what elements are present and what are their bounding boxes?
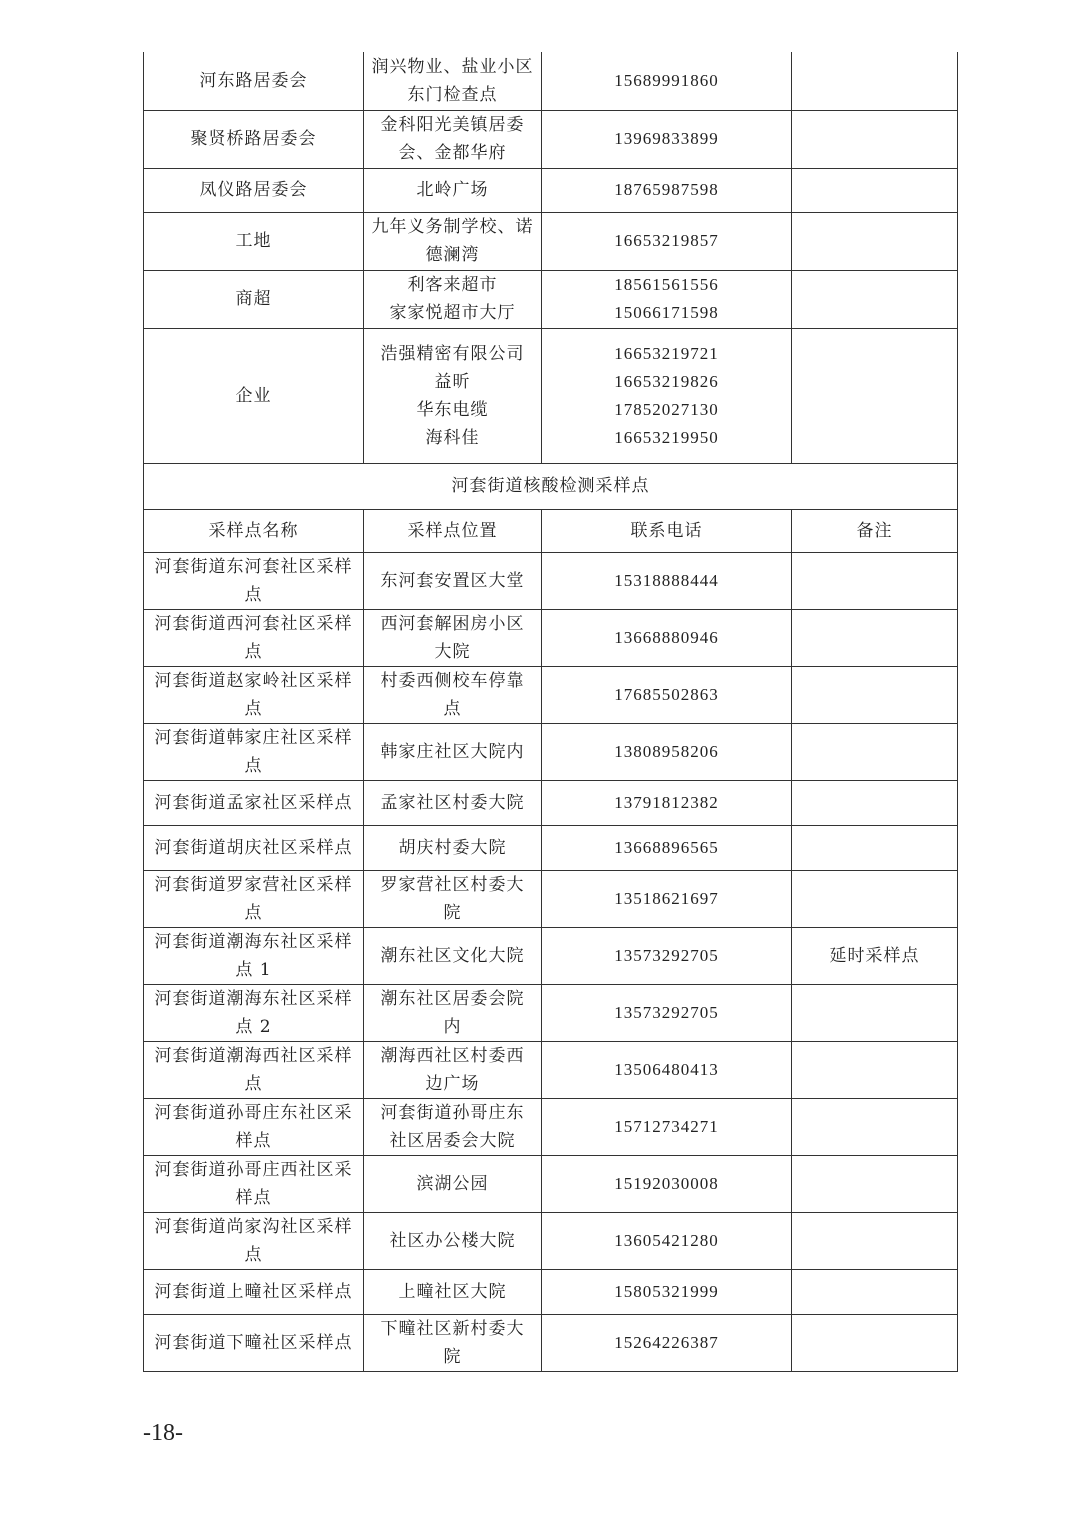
committee-row bbox=[144, 328, 958, 463]
committee-name: 商超 bbox=[144, 270, 364, 328]
point-location bbox=[364, 1314, 542, 1371]
point-name-line: 点 bbox=[244, 641, 263, 662]
point-location-line: 东河套安置区大堂 bbox=[380, 570, 525, 591]
point-location-line: 院 bbox=[443, 902, 462, 923]
committee-name: 凤仪路居委会 bbox=[144, 168, 364, 212]
table-row bbox=[144, 825, 958, 870]
point-location bbox=[364, 1098, 542, 1155]
table-row bbox=[144, 609, 958, 666]
point-name-line: 点 2 bbox=[235, 1016, 272, 1037]
point-name bbox=[144, 552, 364, 609]
point-phone: 13668880946 bbox=[542, 609, 792, 666]
point-location-line: 潮东社区居委会院 bbox=[380, 988, 525, 1009]
committee-phone-line: 15066171598 bbox=[614, 303, 719, 322]
point-location bbox=[364, 1041, 542, 1098]
point-name-line: 点 bbox=[244, 1244, 263, 1265]
point-name-line: 河套街道赵家岭社区采样 bbox=[154, 670, 353, 691]
point-location bbox=[364, 552, 542, 609]
point-name-line: 点 bbox=[244, 755, 263, 776]
committee-note bbox=[792, 212, 958, 270]
committee-phone bbox=[542, 168, 792, 212]
point-note bbox=[792, 723, 958, 780]
point-name-line: 河套街道东河套社区采样 bbox=[154, 556, 353, 577]
point-name bbox=[144, 927, 364, 984]
point-name-line: 河套街道潮海东社区采样 bbox=[154, 931, 353, 952]
committee-phone-line: 15689991860 bbox=[614, 70, 719, 90]
committee-phone-line: 16653219721 bbox=[614, 343, 719, 363]
point-location-line: 大院 bbox=[434, 641, 471, 662]
table-row bbox=[144, 870, 958, 927]
point-location-line: 内 bbox=[443, 1016, 462, 1037]
committee-note bbox=[792, 270, 958, 328]
point-phone: 13573292705 bbox=[542, 984, 792, 1041]
point-name bbox=[144, 1314, 364, 1371]
header-location: 采样点位置 bbox=[364, 509, 542, 552]
committee-note bbox=[792, 328, 958, 463]
point-location-line: 西河套解困房小区 bbox=[380, 613, 525, 634]
point-name-line: 样点 bbox=[235, 1130, 272, 1151]
point-location bbox=[364, 927, 542, 984]
point-location bbox=[364, 1155, 542, 1212]
point-name-line: 点 bbox=[244, 1073, 263, 1094]
point-name bbox=[144, 1269, 364, 1314]
committee-location-line: 利客来超市 bbox=[407, 275, 498, 295]
committee-location-line: 浩强精密有限公司 bbox=[380, 343, 525, 364]
point-location-line: 潮东社区文化大院 bbox=[380, 945, 525, 966]
committee-phone-line: 16653219826 bbox=[614, 371, 719, 391]
committee-phone bbox=[542, 270, 792, 328]
point-phone: 17685502863 bbox=[542, 666, 792, 723]
point-note bbox=[792, 780, 958, 825]
point-name-line: 点 1 bbox=[235, 959, 272, 980]
point-name-line: 河套街道韩家庄社区采样 bbox=[154, 727, 353, 748]
committee-phone bbox=[542, 110, 792, 168]
point-name-line: 河套街道尚家沟社区采样 bbox=[154, 1216, 353, 1237]
point-location-line: 下疃社区新村委大 bbox=[380, 1318, 525, 1339]
committee-row bbox=[144, 270, 958, 328]
point-note bbox=[792, 984, 958, 1041]
point-name bbox=[144, 1041, 364, 1098]
committee-location bbox=[364, 328, 542, 463]
point-location-line: 潮海西社区村委西 bbox=[380, 1045, 525, 1066]
point-location bbox=[364, 609, 542, 666]
point-note bbox=[792, 666, 958, 723]
committee-phone bbox=[542, 212, 792, 270]
point-note bbox=[792, 1041, 958, 1098]
committee-row bbox=[144, 52, 958, 110]
point-name bbox=[144, 1212, 364, 1269]
point-phone: 15192030008 bbox=[542, 1155, 792, 1212]
header-note: 备注 bbox=[792, 509, 958, 552]
point-phone: 13573292705 bbox=[542, 927, 792, 984]
table-row bbox=[144, 1212, 958, 1269]
header-phone: 联系电话 bbox=[542, 509, 792, 552]
point-name-line: 点 bbox=[244, 584, 263, 605]
committee-location-line: 家家悦超市大厅 bbox=[389, 303, 516, 323]
point-note bbox=[792, 1155, 958, 1212]
table-row bbox=[144, 927, 958, 984]
point-location-line: 胡庆村委大院 bbox=[398, 837, 507, 858]
committee-location bbox=[364, 168, 542, 212]
table-row bbox=[144, 666, 958, 723]
point-name-line: 河套街道孙哥庄东社区采 bbox=[154, 1102, 353, 1123]
table-row bbox=[144, 1041, 958, 1098]
point-name-line: 河套街道孟家社区采样点 bbox=[154, 792, 353, 813]
point-location-line: 点 bbox=[443, 698, 462, 719]
committee-location-line: 润兴物业、盐业小区 bbox=[371, 56, 534, 77]
table-row bbox=[144, 1269, 958, 1314]
point-phone: 13668896565 bbox=[542, 825, 792, 870]
point-location bbox=[364, 666, 542, 723]
point-location-line: 滨湖公园 bbox=[416, 1173, 489, 1194]
point-name-line: 河套街道潮海东社区采样 bbox=[154, 988, 353, 1009]
page-number: -18- bbox=[143, 1420, 183, 1446]
point-location bbox=[364, 780, 542, 825]
table-row bbox=[144, 1155, 958, 1212]
point-name-line: 点 bbox=[244, 698, 263, 719]
sampling-rows bbox=[144, 552, 958, 1371]
committee-phone-line: 18765987598 bbox=[614, 180, 719, 199]
point-location bbox=[364, 825, 542, 870]
committee-row bbox=[144, 110, 958, 168]
point-location bbox=[364, 1269, 542, 1314]
point-name bbox=[144, 870, 364, 927]
point-phone: 13506480413 bbox=[542, 1041, 792, 1098]
point-name-line: 河套街道胡庆社区采样点 bbox=[154, 837, 353, 858]
committee-location-line: 九年义务制学校、诺 bbox=[371, 217, 534, 237]
point-note bbox=[792, 1098, 958, 1155]
section bbox=[144, 463, 958, 552]
point-location bbox=[364, 723, 542, 780]
point-phone: 13791812382 bbox=[542, 780, 792, 825]
point-location-line: 河套街道孙哥庄东 bbox=[380, 1102, 525, 1123]
point-name bbox=[144, 1155, 364, 1212]
point-name-line: 河套街道西河套社区采样 bbox=[154, 613, 353, 634]
point-location-line: 韩家庄社区大院内 bbox=[380, 741, 525, 762]
point-name bbox=[144, 984, 364, 1041]
committee-location bbox=[364, 270, 542, 328]
point-name bbox=[144, 609, 364, 666]
committee-row bbox=[144, 168, 958, 212]
committee-phone-line: 16653219857 bbox=[614, 231, 719, 250]
point-location-line: 社区居委会大院 bbox=[389, 1130, 516, 1151]
point-note bbox=[792, 870, 958, 927]
point-name-line: 河套街道上疃社区采样点 bbox=[154, 1281, 353, 1302]
point-location-line: 村委西侧校车停靠 bbox=[380, 670, 525, 691]
point-name-line: 河套街道罗家营社区采样 bbox=[154, 874, 353, 895]
point-note bbox=[792, 1269, 958, 1314]
point-name-line: 河套街道潮海西社区采样 bbox=[154, 1045, 353, 1066]
point-name bbox=[144, 666, 364, 723]
committee-location-line: 益昕 bbox=[434, 371, 471, 392]
committee-location-line: 会、金都华府 bbox=[398, 143, 507, 163]
point-location-line: 罗家营社区村委大 bbox=[380, 874, 525, 895]
point-location-line: 院 bbox=[443, 1346, 462, 1367]
committee-row bbox=[144, 212, 958, 270]
point-location bbox=[364, 1212, 542, 1269]
committee-location bbox=[364, 212, 542, 270]
table-row bbox=[144, 984, 958, 1041]
point-name bbox=[144, 723, 364, 780]
committee-name: 聚贤桥路居委会 bbox=[144, 110, 364, 168]
committee-location-line: 海科佳 bbox=[425, 427, 480, 448]
point-name-line: 河套街道孙哥庄西社区采 bbox=[154, 1159, 353, 1180]
header-name: 采样点名称 bbox=[144, 509, 364, 552]
point-name-line: 样点 bbox=[235, 1187, 272, 1208]
header-row bbox=[144, 509, 958, 552]
committee-location-line: 德澜湾 bbox=[425, 245, 480, 265]
point-note: 延时采样点 bbox=[792, 927, 958, 984]
point-location bbox=[364, 870, 542, 927]
committee-location-line: 金科阳光美镇居委 bbox=[380, 115, 525, 135]
table-row bbox=[144, 552, 958, 609]
committee-location bbox=[364, 110, 542, 168]
committee-location-line: 华东电缆 bbox=[416, 399, 489, 420]
point-name bbox=[144, 780, 364, 825]
table-row bbox=[144, 1098, 958, 1155]
point-phone: 15264226387 bbox=[542, 1314, 792, 1371]
point-name-line: 河套街道下疃社区采样点 bbox=[154, 1332, 353, 1353]
committee-location bbox=[364, 52, 542, 110]
committee-name: 河东路居委会 bbox=[144, 52, 364, 110]
point-note bbox=[792, 1212, 958, 1269]
table-row bbox=[144, 1314, 958, 1371]
section-title: 河套街道核酸检测采样点 bbox=[144, 463, 958, 509]
table-row bbox=[144, 780, 958, 825]
section-title-row bbox=[144, 463, 958, 509]
point-name bbox=[144, 1098, 364, 1155]
committee-phone-line: 18561561556 bbox=[614, 275, 719, 294]
point-note bbox=[792, 1314, 958, 1371]
point-phone: 15805321999 bbox=[542, 1269, 792, 1314]
point-phone: 15712734271 bbox=[542, 1098, 792, 1155]
point-note bbox=[792, 825, 958, 870]
point-location-line: 边广场 bbox=[425, 1073, 480, 1094]
sampling-points-table bbox=[143, 52, 958, 1372]
point-phone: 13518621697 bbox=[542, 870, 792, 927]
point-note bbox=[792, 609, 958, 666]
committee-phone bbox=[542, 52, 792, 110]
committee-location-line: 北岭广场 bbox=[416, 180, 489, 200]
committee-location-line: 东门检查点 bbox=[407, 84, 498, 105]
committee-phone-line: 16653219950 bbox=[614, 427, 719, 447]
committee-name: 企业 bbox=[144, 328, 364, 463]
point-location-line: 孟家社区村委大院 bbox=[380, 792, 525, 813]
point-phone: 13808958206 bbox=[542, 723, 792, 780]
committee-note bbox=[792, 52, 958, 110]
table-row bbox=[144, 723, 958, 780]
point-phone: 13605421280 bbox=[542, 1212, 792, 1269]
point-phone: 15318888444 bbox=[542, 552, 792, 609]
point-location bbox=[364, 984, 542, 1041]
point-note bbox=[792, 552, 958, 609]
point-location-line: 社区办公楼大院 bbox=[389, 1230, 516, 1251]
committee-phone-line: 17852027130 bbox=[614, 399, 719, 419]
committee-name: 工地 bbox=[144, 212, 364, 270]
committee-phone-line: 13969833899 bbox=[614, 129, 719, 148]
committee-note bbox=[792, 110, 958, 168]
point-name-line: 点 bbox=[244, 902, 263, 923]
point-location-line: 上疃社区大院 bbox=[398, 1281, 507, 1302]
committee-phone bbox=[542, 328, 792, 463]
committee-rows bbox=[144, 52, 958, 463]
point-name bbox=[144, 825, 364, 870]
committee-note bbox=[792, 168, 958, 212]
